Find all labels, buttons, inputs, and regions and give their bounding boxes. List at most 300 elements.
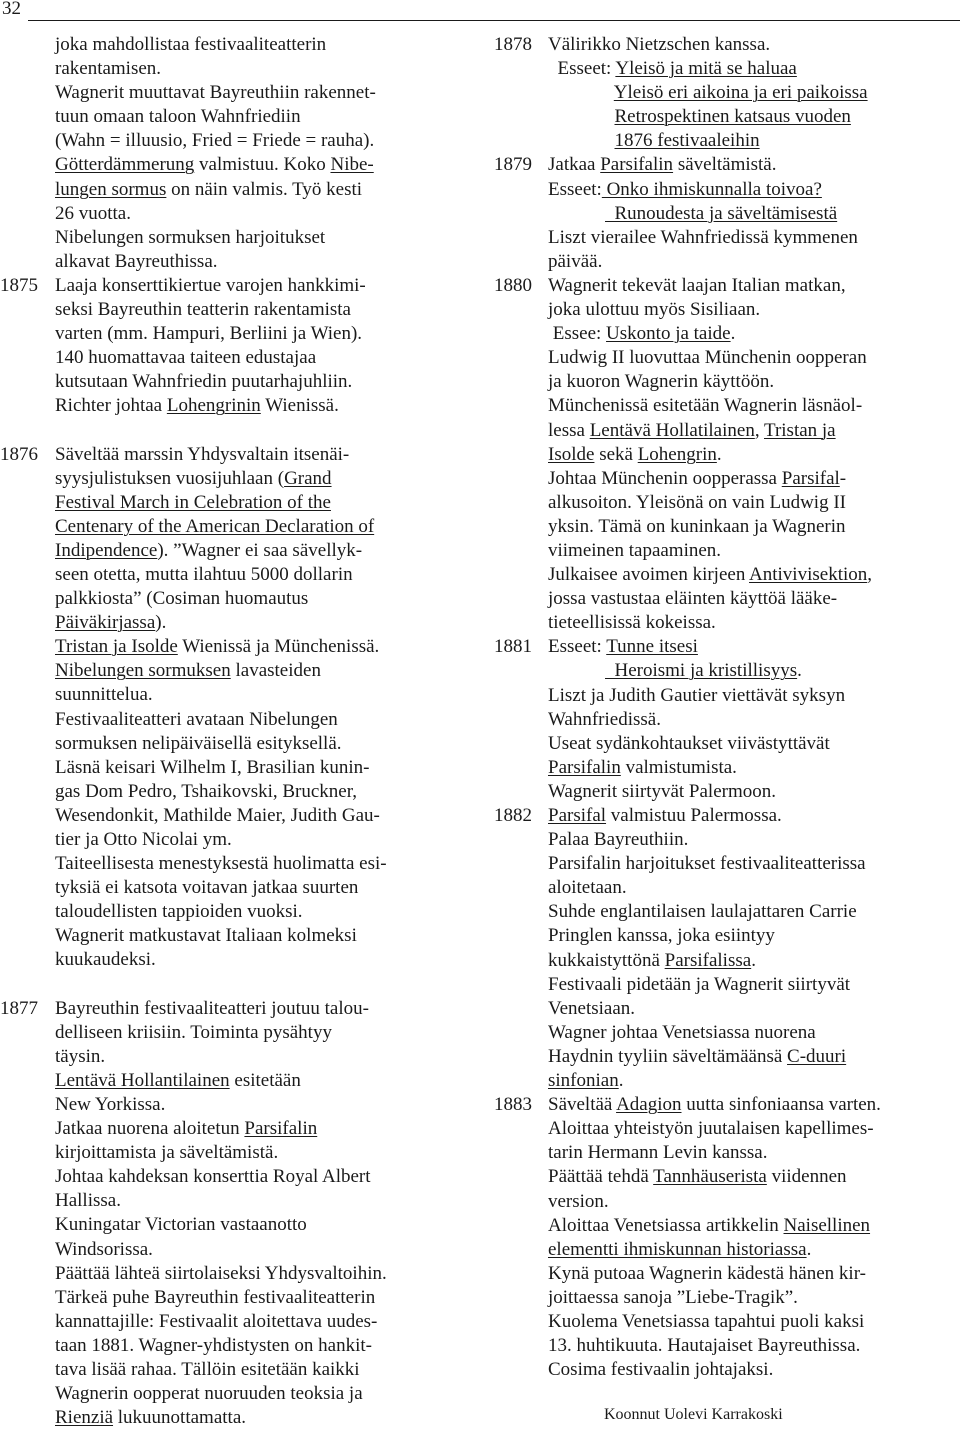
text-line [55,1358,470,1382]
text-segment: Wagnerit matkustavat Italiaan kolmeksi [55,925,357,947]
work-title: Parsifal [548,805,607,826]
text-segment: Päättää tehdä [548,1166,654,1188]
text-line [55,153,470,177]
text-segment: Festivaali pidetään ja Wagnerit siirtyvät [548,973,851,995]
work-title: Rienziä [55,1407,114,1429]
timeline-entry [0,274,470,419]
text-line [55,924,470,948]
text-segment: ). [155,612,167,634]
text-segment: Esseet: [548,58,616,80]
text-line [55,1189,470,1213]
text-line [55,33,470,57]
work-title: Parsifalissa [664,949,752,971]
text-line [548,708,960,732]
text-segment: kukkaistyttönä [548,949,665,971]
timeline-entry [0,997,470,1430]
text-segment: viidennen [766,1166,847,1188]
text-segment: tyksiä ei katsota voitavan jatkaa suurten [55,877,359,899]
text-segment: rakentamisen. [55,58,162,80]
text-segment: Liszt ja Judith Gautier viettävät syksyn [548,684,846,706]
text-line [55,202,470,226]
text-line [55,900,470,924]
text-segment: . [806,1238,812,1260]
work-title: Nibe- [330,154,374,176]
text-segment: Richter johtaa [55,395,167,417]
text-line [55,1382,470,1406]
entry-spacer [0,419,470,443]
text-segment: Windsorissa. [55,1238,153,1260]
text-line [55,1238,470,1262]
work-title: sinfonian [548,1070,619,1092]
text-segment: , [754,419,764,441]
work-title: Lentävä Hollatilainen [589,419,755,441]
text-line [548,852,960,876]
text-line [55,467,470,491]
work-title: Götterdämmerung [55,154,195,176]
text-line [55,491,470,515]
timeline-entry [0,443,470,973]
text-segment: Pringlen kanssa, joka esiintyy [548,925,775,947]
text-segment: gas Dom Pedro, Tshaikovski, Bruckner, [55,780,358,802]
text-segment: Wagnerit tekevät laajan Italian matkan, [548,274,846,296]
text-line [548,973,960,997]
timeline-entry [494,33,960,153]
entry-year: 1880 [494,274,532,296]
entry-year: 1876 [0,443,38,465]
timeline-entry [494,274,960,635]
text-line [548,1021,960,1045]
text-line [548,876,960,900]
text-line [548,322,960,346]
work-title: Tristan ja [764,419,836,441]
text-segment: kutsutaan Wahnfriedin puutarhajuhliin. [55,371,353,393]
work-title: Lohengrin [637,443,717,465]
work-title: Parsifalin [244,1118,318,1140]
text-segment: New Yorkissa. [55,1093,166,1115]
text-segment: sekä [594,443,638,465]
text-segment: Wahnfriedissä. [548,708,661,730]
text-line [548,924,960,948]
text-segment: Wesendonkit, Mathilde Maier, Judith Gau- [55,804,380,826]
text-segment: . [797,660,802,682]
text-segment: 26 vuotta. [55,202,131,224]
text-line [548,298,960,322]
text-line [548,1069,960,1093]
text-segment: Esseet: [548,178,602,200]
text-line [548,539,960,563]
text-line [55,587,470,611]
text-line [548,443,960,467]
left-column [0,33,470,1430]
work-title: Tannhäuserista [653,1166,767,1188]
text-segment: Kynä putoaa Wagnerin kädestä hänen kir- [548,1262,866,1284]
text-segment: Parsifalin harjoitukset festivaaliteatterissa [548,853,866,875]
text-line [548,129,960,153]
text-segment: Johtaa Münchenin oopperassa [548,467,782,489]
text-segment [548,106,615,127]
text-line [548,611,960,635]
text-line [548,587,960,611]
text-segment: Bayreuthin festivaaliteatteri joutuu talou- [55,997,369,1019]
text-segment: Tärkeä puhe Bayreuthin festivaaliteatterin [55,1286,376,1308]
text-segment: täysin. [55,1045,106,1067]
text-segment: joka mahdollistaa festivaaliteatterin [55,34,327,55]
work-title: Runoudesta ja säveltämisestä [605,202,838,224]
work-title: Festival March in Celebration of the [55,491,331,513]
work-title: Naisellinen [783,1214,871,1236]
text-segment: Johtaa kahdeksan konserttia Royal Albert [55,1166,371,1188]
work-title: Parsifal [781,467,840,489]
entry-year: 1879 [494,154,532,176]
text-segment: 140 huomattavaa taiteen edustajaa [55,347,317,369]
text-line [548,1214,960,1238]
text-line [55,1141,470,1165]
text-line [548,419,960,443]
text-segment: aloitetaan. [548,877,627,899]
text-segment: Päättää lähteä siirtolaiseksi Yhdysvaltoihin. [55,1262,387,1284]
text-line [55,515,470,539]
text-line [55,1021,470,1045]
text-line [55,659,470,683]
text-segment: seksi Bayreuthin teatterin rakentamista [55,299,351,321]
text-segment: - [839,467,847,489]
text-line [548,153,960,177]
text-segment: Wagnerin oopperat nuoruuden teoksia ja [55,1383,363,1405]
text-line [55,322,470,346]
timeline-entry [494,635,960,804]
text-line [548,997,960,1021]
text-line [55,1334,470,1358]
text-line [548,81,960,105]
text-segment: Suhde englantilaisen laulajattaren Carrie [548,901,857,923]
text-segment: tieteellisissä kokeissa. [548,612,716,634]
text-segment: Wagner johtaa Venetsiassa nuorena [548,1021,816,1043]
work-title: Tristan ja Isolde [55,636,178,658]
text-line [548,1141,960,1165]
text-segment: Cosima festivaalin johtajaksi. [548,1359,774,1381]
work-title: Uskonto ja taide [606,323,731,345]
work-title: Lentävä Hollantilainen [55,1069,230,1091]
entry-text [548,635,960,804]
text-segment: Kuolema Venetsiassa tapahtui puoli kaksi [548,1310,865,1332]
text-line [55,708,470,732]
text-line [548,346,960,370]
text-segment: uutta sinfoniaansa varten. [681,1094,881,1116]
work-title: Heroismi ja kristillisyys [605,660,798,682]
work-title: Antivivisektion [749,564,868,586]
work-title: elementti ihmiskunnan historiassa [548,1238,807,1260]
text-segment: syysjulistuksen vuosijuhlaan ( [55,467,285,489]
text-segment: seen otetta, mutta ilahtuu 5000 dollarin [55,563,353,585]
text-line [55,1165,470,1189]
work-title: Indipendence [55,539,158,561]
text-line [55,105,470,129]
work-title: Retrospektinen katsaus vuoden [614,106,851,128]
text-line [548,33,960,57]
text-line [548,1286,960,1310]
text-segment: 13. huhtikuuta. Hautajaiset Bayreuthissa. [548,1335,861,1357]
text-segment: sormuksen nelipäiväisellä esityksellä. [55,732,342,754]
entry-spacer [0,973,470,997]
text-line [548,178,960,202]
text-line [548,1190,960,1214]
timeline-entry [494,1093,960,1382]
text-line [548,1358,960,1382]
timeline-entry [494,804,960,1093]
text-line [548,370,960,394]
entry-text [55,997,470,1430]
text-segment: ). ”Wagner ei saa sävellyk- [157,539,363,561]
text-segment: Wagnerit siirtyvät Palermoon. [548,780,776,802]
text-line [548,780,960,804]
entry-year: 1883 [494,1094,532,1116]
text-line [55,852,470,876]
text-segment: Hallissa. [55,1190,121,1212]
text-segment: tava lisää rahaa. Tällöin esitetään kaikki [55,1358,360,1380]
text-segment: Useat sydänkohtaukset viivästyttävät [548,732,830,754]
work-title: Yleisö ja mitä se haluaa [615,58,797,80]
text-segment: joittaessa sanoja ”Liebe-Tragik”. [548,1286,798,1308]
entry-text [55,443,470,973]
text-segment: Aloittaa yhteistyön juutalaisen kapellimes- [548,1118,874,1140]
entry-text [548,153,960,273]
text-line [548,1262,960,1286]
text-segment: taloudellisten tappioiden vuoksi. [55,901,303,923]
text-segment: valmistumista. [620,756,737,778]
text-segment: Säveltää marssin Yhdysvaltain itsenäi- [55,443,350,465]
text-segment [548,82,614,103]
work-title: Yleisö eri aikoina ja eri paikoissa [613,82,868,104]
text-segment: Nibelungen sormuksen harjoitukset [55,226,326,248]
work-title: Parsifalin [548,756,621,778]
work-title: Päiväkirjassa [55,612,156,634]
text-segment: lavasteiden [230,660,321,682]
text-line [55,1286,470,1310]
text-segment: kirjoittamista ja säveltämistä. [55,1142,279,1164]
entry-text [548,1093,960,1382]
entry-year: 1882 [494,805,532,826]
text-line [55,539,470,563]
text-segment: Säveltää [548,1094,617,1116]
text-line [55,250,470,274]
text-line [548,515,960,539]
text-line [55,1262,470,1286]
text-segment: Kuningatar Victorian vastaanotto [55,1214,307,1236]
text-segment: kannattajille: Festivaalit aloitettava uudes- [55,1310,378,1332]
text-segment: tier ja Otto Nicolai ym. [55,829,232,850]
text-line [55,611,470,635]
text-line [55,828,470,852]
text-line [548,900,960,924]
text-line [548,105,960,129]
text-segment: Läsnä keisari Wilhelm I, Brasilian kunin- [55,756,370,778]
work-title: lungen sormus [55,178,167,200]
text-segment: Jatkaa nuorena aloitetun [55,1118,245,1140]
text-segment: Laaja konserttikiertue varojen hankkimi- [55,274,366,296]
text-line [548,394,960,418]
text-line [55,443,470,467]
work-title: Adagion [616,1094,682,1116]
work-title: 1876 festivaaleihin [614,130,760,152]
header-rule [28,20,960,21]
work-title: Centenary of the American Declaration of [55,515,375,537]
text-line [55,370,470,394]
timeline-entry [494,153,960,273]
text-line [548,202,960,226]
text-segment: valmistuu. Koko [194,154,331,176]
text-line [548,949,960,973]
text-segment: tuun omaan taloon Wahnfriediin [55,106,301,128]
entry-text [548,804,960,1093]
text-line [55,1069,470,1093]
text-line [55,226,470,250]
text-segment: kuukaudeksi. [55,949,156,971]
text-segment: yksin. Tämä on kuninkaan ja Wagnerin [548,515,846,537]
text-line [548,1165,960,1189]
text-line [548,1117,960,1141]
entry-text [548,33,960,153]
text-segment: Münchenissä esitetään Wagnerin läsnäol- [548,395,863,417]
text-segment: joka ulottuu myös Sisiliaan. [548,299,761,321]
text-line [548,467,960,491]
text-line [548,1045,960,1069]
text-line [55,948,470,972]
text-segment: suunnittelua. [55,684,153,706]
text-segment: Taiteellisesta menestyksestä huolimatta esi- [55,853,387,875]
text-segment: Välirikko Nietzschen kanssa. [548,34,771,55]
text-segment: Wagnerit muuttavat Bayreuthiin rakennet- [55,82,376,104]
text-line [55,298,470,322]
text-line [55,563,470,587]
text-segment: säveltämistä. [673,154,777,176]
text-segment [548,130,615,151]
text-line [55,732,470,756]
text-line [55,756,470,780]
work-title: Lohengrinin [166,395,261,417]
text-segment: lukuunottamatta. [113,1407,247,1429]
text-segment: alkavat Bayreuthissa. [55,250,218,272]
text-segment: Liszt vierailee Wahnfriedissä kymmenen [548,226,858,248]
text-segment: Palaa Bayreuthiin. [548,829,689,851]
entry-year: 1878 [494,34,532,55]
text-line [548,563,960,587]
text-line [548,756,960,780]
text-segment: Essee: [548,323,607,345]
text-line [55,178,470,202]
entry-year: 1881 [494,636,532,658]
text-segment: palkkiosta” (Cosiman huomautus [55,588,309,610]
text-line [55,394,470,418]
text-line [548,804,960,828]
work-title: C-duuri [787,1045,847,1067]
text-line [548,684,960,708]
text-line [548,635,960,659]
text-segment: Aloittaa Venetsiassa artikkelin [548,1214,784,1236]
text-line [55,129,470,153]
text-line [55,997,470,1021]
text-line [55,346,470,370]
right-column [494,33,960,1382]
text-line [55,780,470,804]
text-line [55,1310,470,1334]
text-segment: . [618,1070,624,1092]
text-segment: taan 1881. Wagner-yhdistysten on hankit- [55,1334,372,1356]
work-title: Parsifalin [600,154,674,176]
text-segment: Wienissä. [260,395,339,417]
entry-text [55,33,470,274]
work-title: Onko ihmiskunnalla toivoa? [601,178,822,200]
text-segment: Ludwig II luovuttaa Münchenin oopperan [548,347,867,369]
text-line [548,659,960,683]
text-segment: Wienissä ja Münchenissä. [177,636,380,658]
text-segment: , [867,564,873,586]
text-segment [548,660,605,681]
text-line [55,1093,470,1117]
text-segment: Julkaisee avoimen kirjeen [548,564,750,586]
entry-year: 1875 [0,274,38,296]
text-line [548,1334,960,1358]
text-segment: tarin Hermann Levin kanssa. [548,1142,768,1164]
page-number: 32 [2,0,21,19]
text-segment: Festivaaliteatteri avataan Nibelungen [55,708,338,730]
text-line [548,226,960,250]
text-segment: . [716,443,722,465]
text-line [548,1093,960,1117]
text-segment: on näin valmis. Työ kesti [166,178,363,200]
text-segment: päivää. [548,250,603,272]
text-line [55,57,470,81]
work-title: Tunne itsesi [606,636,698,658]
text-segment: . [730,323,736,345]
timeline-entry [0,33,470,274]
text-segment: delliseen kriisiin. Toiminta pysähtyy [55,1021,332,1043]
text-segment: varten (mm. Hampuri, Berliini ja Wien). [55,323,363,345]
text-segment: esitetään [229,1069,301,1091]
text-segment: Esseet: [548,636,607,658]
text-line [548,828,960,852]
entry-text [548,274,960,635]
text-segment: jossa vastustaa eläinten käyttöä lääke- [548,588,838,610]
text-line [548,1238,960,1262]
text-segment: alkusoiton. Yleisönä on vain Ludwig II [548,491,846,513]
text-segment: Venetsiaan. [548,997,636,1019]
text-line [55,274,470,298]
text-segment: . [751,949,756,971]
text-line [55,1406,470,1430]
text-line [55,1045,470,1069]
text-line [55,683,470,707]
entry-text [55,274,470,419]
text-segment: lessa [548,419,590,441]
work-title: Nibelungen sormuksen [55,660,231,682]
text-segment: version. [548,1190,609,1212]
text-line [548,1310,960,1334]
text-segment: viimeinen tapaaminen. [548,539,722,561]
text-segment: (Wahn = illuusio, Fried = Friede = rauha). [55,130,375,152]
text-segment: Haydnin tyyliin säveltämäänsä [548,1045,788,1067]
text-line [548,250,960,274]
text-line [55,1117,470,1141]
text-line [55,635,470,659]
text-line [55,804,470,828]
text-segment: valmistuu Palermossa. [606,805,782,826]
text-line [548,491,960,515]
text-line [55,81,470,105]
text-segment [548,203,605,224]
text-segment: Jatkaa [548,154,601,176]
text-line [55,1213,470,1237]
text-line [55,876,470,900]
